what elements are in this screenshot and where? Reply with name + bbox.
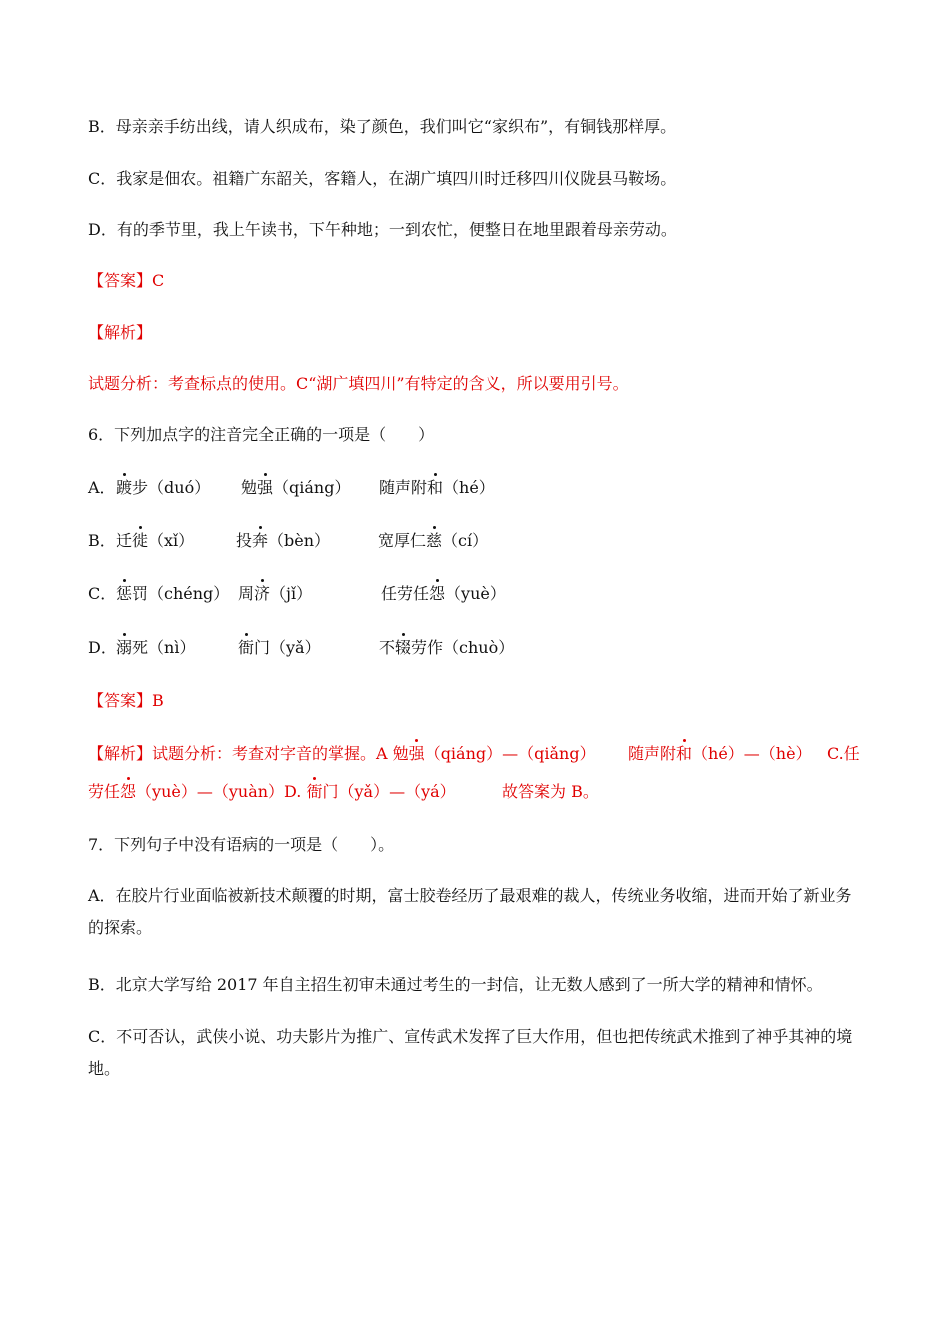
q5-option-c: C．我家是佃农。祖籍广东韶关，客籍人，在湖广填四川时迁移四川仪陇县马鞍场。	[88, 169, 677, 188]
dotted-char: 衙	[306, 782, 323, 801]
dotted-char: 辍	[395, 638, 412, 657]
answer-value: C	[152, 271, 165, 290]
q5-option-d: D．有的季节里，我上午读书，下午种地；一到农忙，便整日在地里跟着母亲劳动。	[88, 220, 677, 239]
analysis-conclusion: 故答案为 B。	[502, 782, 599, 801]
answer-label: 【答案】	[88, 271, 153, 290]
option-word-2: 勉强（qiáng）	[241, 478, 351, 497]
dotted-char: 怨	[429, 584, 446, 603]
dotted-char: 慈	[426, 531, 443, 550]
q7-option-b: B．北京大学写给 2017 年自主招生初审未通过考生的一封信，让无数人感到了一所大学的精神和情怀。	[88, 975, 823, 994]
option-word-2: 衙门（yǎ）	[238, 638, 321, 657]
q5-analysis-text: 试题分析：考查标点的使用。C“湖广填四川”有特定的含义，所以要用引号。	[88, 374, 629, 393]
dotted-char: 奔	[252, 531, 269, 550]
dotted-char: 溺	[116, 638, 133, 657]
option-word-3: 随声附和（hé）	[379, 478, 495, 497]
q6-stem: 6．下列加点字的注音完全正确的一项是（ ）	[88, 425, 435, 444]
option-word-1: 溺死（nì）	[116, 638, 196, 657]
dotted-char: 强	[408, 744, 425, 763]
analysis-line-2: 劳任怨（yuè）—（yuàn）D. 衙门（yǎ）—（yá）	[88, 782, 456, 801]
q7-option-a: A．在胶片行业面临被新技术颠覆的时期，富士胶卷经历了最艰难的裁人，传统业务收缩，进而开始了新业务的探索。	[88, 886, 852, 937]
q5-option-b: B．母亲亲手纺出线，请人织成布，染了颜色，我们叫它“家织布”，有铜钱那样厚。	[88, 117, 677, 136]
dotted-char: 怨	[120, 782, 137, 801]
option-word-1: 踱步（duó）	[116, 478, 211, 497]
analysis-label: 【解析】试题分析：考查对字音的掌握。A 勉强（qiáng）—（qiǎng）	[88, 744, 596, 763]
answer-label: 【答案】	[88, 691, 153, 710]
option-word-1: 迁徙（xǐ）	[116, 531, 195, 550]
dotted-char: 衙	[238, 638, 255, 657]
option-word-3: 任劳任怨（yuè）	[381, 584, 506, 603]
analysis-segment: C.任	[827, 744, 860, 763]
option-word-3: 不辍劳作（chuò）	[379, 638, 515, 657]
dotted-char: 徙	[132, 531, 149, 550]
option-word-2: 周济（jǐ）	[238, 584, 313, 603]
q5-answer	[88, 273, 164, 289]
answer-value: B	[152, 691, 164, 710]
option-word-3: 宽厚仁慈（cí）	[378, 531, 489, 550]
dotted-char: 和	[676, 744, 693, 763]
option-word-2: 投奔（bèn）	[236, 531, 331, 550]
q6-answer	[88, 693, 164, 709]
analysis-segment: 随声附和（hé）—（hè）	[628, 744, 812, 763]
dotted-char: 惩	[116, 584, 133, 603]
option-letter: C．	[88, 584, 117, 603]
q7-stem: 7．下列句子中没有语病的一项是（ ）。	[88, 835, 395, 854]
dotted-char: 踱	[116, 478, 133, 497]
dotted-char: 和	[427, 478, 444, 497]
option-letter: B．	[88, 531, 116, 550]
option-letter: A．	[88, 478, 116, 497]
option-word-1: 惩罚（chéng）	[116, 584, 230, 603]
dotted-char: 济	[254, 584, 271, 603]
option-letter: D．	[88, 638, 117, 657]
dotted-char: 强	[257, 478, 274, 497]
q7-option-c: C．不可否认，武侠小说、功夫影片为推广、宣传武术发挥了巨大作用，但也把传统武术推到了神乎其神的境地。	[88, 1027, 853, 1078]
q5-analysis-label: 【解析】	[88, 323, 153, 342]
